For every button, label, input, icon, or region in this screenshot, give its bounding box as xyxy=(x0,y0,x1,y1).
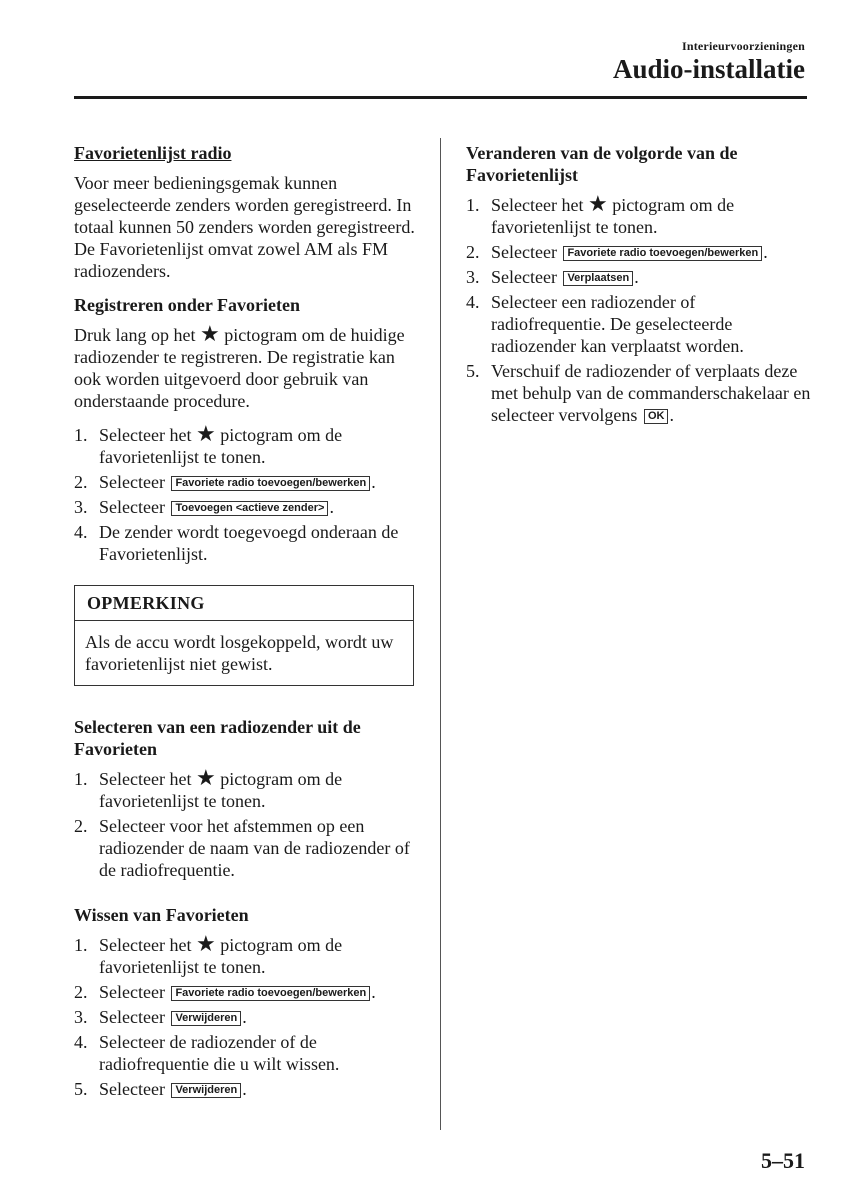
section-header: Interieurvoorzieningen xyxy=(681,39,805,53)
select-steps xyxy=(74,768,419,881)
list-item: 4. Selecteer de radiozender of de radiofrequentie die u wilt wissen. xyxy=(74,1032,340,1074)
list-item: 5. Verschuif de radiozender of verplaats deze met behulp van de commanderschakelaar en selecteer vervolgens OK . xyxy=(466,361,811,425)
ok-button[interactable]: OK xyxy=(644,409,669,424)
header-rule xyxy=(74,96,807,99)
list-item: 3. Selecteer Verwijderen . xyxy=(74,1007,247,1027)
list-item: 1. Selecteer het ★ pictogram om de favorietenlijst te tonen. xyxy=(74,422,343,467)
list-item: 2. Selecteer Favoriete radio toevoegen/bewerken . xyxy=(74,982,376,1002)
star-icon: ★ xyxy=(199,322,220,347)
favorite-radio-edit-button[interactable]: Favoriete radio toevoegen/bewerken xyxy=(171,476,370,491)
delete-button[interactable]: Verwijderen xyxy=(171,1011,241,1026)
section-title-select: Selecteren van een radiozender uit de Favorieten xyxy=(74,717,361,759)
star-icon: ★ xyxy=(195,422,216,447)
page-number: 5–51 xyxy=(761,1148,805,1173)
note-heading: OPMERKING xyxy=(75,586,413,621)
left-column xyxy=(74,142,419,1103)
list-item: 4. Selecteer een radiozender of radiofrequentie. De geselecteerde radiozender kan verplaatst worden. xyxy=(466,292,744,356)
note-box xyxy=(74,585,414,686)
favorite-radio-edit-button[interactable]: Favoriete radio toevoegen/bewerken xyxy=(171,986,370,1001)
star-icon: ★ xyxy=(195,932,216,957)
favorite-radio-edit-button[interactable]: Favoriete radio toevoegen/bewerken xyxy=(563,246,762,261)
section-title-register: Registreren onder Favorieten xyxy=(74,295,300,315)
delete-button[interactable]: Verwijderen xyxy=(171,1083,241,1098)
list-item: 3. Selecteer Toevoegen <actieve zender> . xyxy=(74,497,334,517)
list-item: 2. Selecteer Favoriete radio toevoegen/bewerken . xyxy=(74,472,376,492)
right-column xyxy=(466,142,811,429)
favorites-intro: Voor meer bedieningsgemak kunnen geselecteerde zenders worden geregistreerd. In totaal kunnen 50 zenders worden geregistreerd. De Favorietenlijst omvat zowel AM als FM radiozenders. xyxy=(74,173,415,281)
list-item: 4. De zender wordt toegevoegd onderaan de Favorietenlijst. xyxy=(74,522,399,564)
list-item: 1. Selecteer het ★ pictogram om de favorietenlijst te tonen. xyxy=(74,932,343,977)
section-title-favorites: Favorietenlijst radio xyxy=(74,143,232,163)
list-item: 2. Selecteer voor het afstemmen op een radiozender de naam van de radiozender of de radiofrequentie. xyxy=(74,816,410,880)
column-divider xyxy=(440,138,441,1130)
star-icon: ★ xyxy=(195,766,216,791)
list-item: 1. Selecteer het ★ pictogram om de favorietenlijst te tonen. xyxy=(466,192,735,237)
note-text: Als de accu wordt losgekoppeld, wordt uw favorietenlijst niet gewist. xyxy=(85,632,394,674)
list-item: 5. Selecteer Verwijderen . xyxy=(74,1079,247,1099)
list-item: 3. Selecteer Verplaatsen . xyxy=(466,267,639,287)
move-button[interactable]: Verplaatsen xyxy=(563,271,633,286)
page-title: Audio-installatie xyxy=(612,54,805,84)
list-item: 1. Selecteer het ★ pictogram om de favorietenlijst te tonen. xyxy=(74,766,343,811)
register-steps xyxy=(74,424,419,565)
delete-steps xyxy=(74,934,419,1100)
list-item: 2. Selecteer Favoriete radio toevoegen/bewerken . xyxy=(466,242,768,262)
section-title-reorder: Veranderen van de volgorde van de Favorietenlijst xyxy=(466,143,738,185)
add-active-station-button[interactable]: Toevoegen <actieve zender> xyxy=(171,501,328,516)
register-intro: Druk lang op het ★ pictogram om de huidige radiozender te registreren. De registratie kan ook worden uitgevoerd door gebruik van onderstaande procedure. xyxy=(74,322,405,411)
star-icon: ★ xyxy=(587,192,608,217)
reorder-steps xyxy=(466,194,811,426)
section-title-delete: Wissen van Favorieten xyxy=(74,905,249,925)
